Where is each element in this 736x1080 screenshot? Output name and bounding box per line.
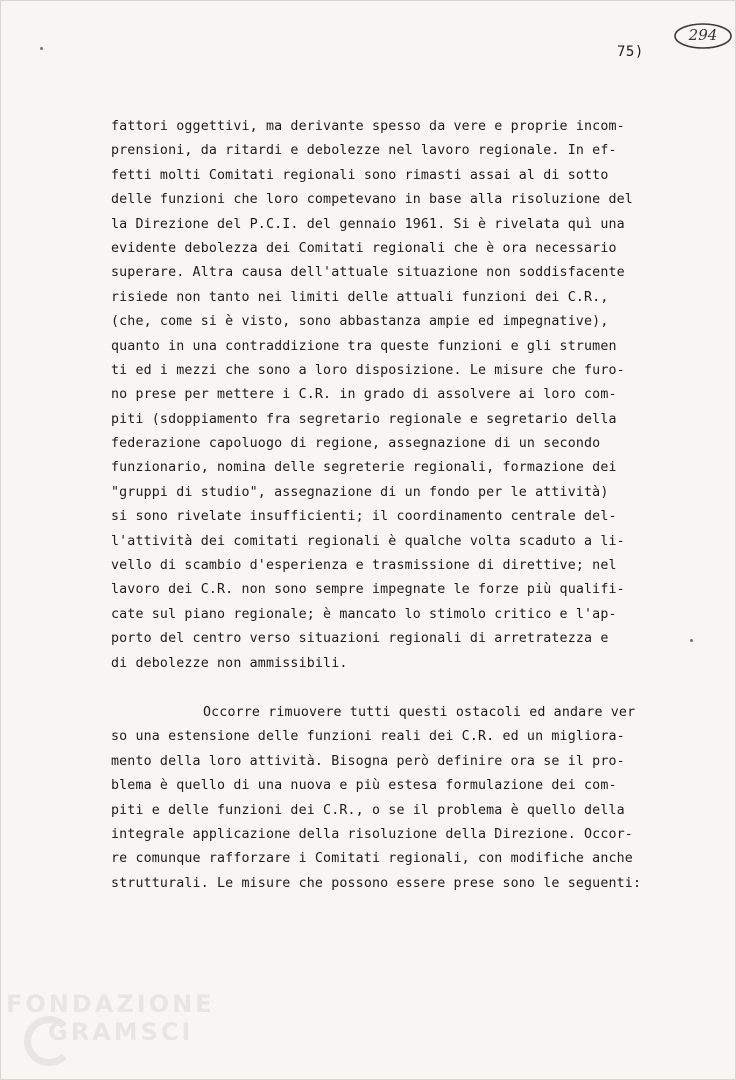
text-line: vello di scambio d'esperienza e trasmissione di direttive; nel [111, 558, 617, 574]
text-line: cate sul piano regionale; è mancato lo stimolo critico e l'ap- [111, 606, 617, 622]
text-line: "gruppi di studio", assegnazione di un fondo per le attività) [111, 484, 609, 500]
text-line: strutturali. Le misure che possono essere prese sono le seguenti: [111, 875, 642, 891]
text-line: si sono rivelate insufficienti; il coordinamento centrale del- [111, 509, 617, 525]
watermark-line: GRAMSCI [48, 1018, 194, 1046]
text-line: Occorre rimuovere tutti questi ostacoli ed andare ver [203, 704, 636, 720]
text-line: (che, come si è visto, sono abbastanza ampie ed impegnative), [111, 314, 609, 330]
text-line: funzionario, nomina delle segreterie regionali, formazione dei [111, 460, 617, 476]
text-line: fattori oggettivi, ma derivante spesso da vere e proprie incom- [111, 119, 625, 134]
text-line: ti ed i mezzi che sono a loro disposizione. Le misure che furo- [111, 362, 625, 378]
watermark-g-icon [24, 1016, 74, 1066]
page-number: 75) [617, 44, 644, 60]
text-line: re comunque rafforzare i Comitati regionali, con modifiche anche [111, 851, 633, 867]
paragraph-2 [111, 701, 691, 896]
text-line: quanto in una contraddizione tra queste funzioni e gli strumen [111, 338, 617, 354]
body-text [111, 115, 691, 896]
text-line: federazione capoluogo di regione, assegnazione di un secondo [111, 436, 601, 452]
text-line: no prese per mettere i C.R. in grado di assolvere ai loro com- [111, 387, 617, 403]
paragraph-1 [111, 115, 691, 676]
text-line: piti e delle funzioni dei C.R., o se il problema è quello della [111, 802, 625, 818]
paper-speck [40, 47, 43, 50]
stamp-number: 294 [688, 26, 718, 44]
text-line: di debolezze non ammissibili. [111, 655, 348, 671]
text-line: superare. Altra causa dell'attuale situazione non soddisfacente [111, 265, 625, 281]
text-line: la Direzione del P.C.I. del gennaio 1961. Si è rivelata quì una [111, 216, 625, 232]
paragraph-spacer [111, 676, 691, 701]
text-line: lavoro dei C.R. non sono sempre impegnate le forze più qualifi- [111, 582, 625, 598]
watermark-logo [6, 990, 215, 1076]
text-line: prensioni, da ritardi e debolezze nel lavoro regionale. In ef- [111, 143, 617, 159]
text-line: integrale applicazione della risoluzione della Direzione. Occor- [111, 826, 633, 842]
text-line: evidente debolezza dei Comitati regionali che è ora necessario [111, 240, 617, 256]
text-line: piti (sdoppiamento fra segretario regionale e segretario della [111, 411, 617, 427]
watermark-line: FONDAZIONE [6, 990, 215, 1018]
text-line: so una estensione delle funzioni reali dei C.R. ed un migliora- [111, 729, 625, 745]
archive-stamp [672, 21, 734, 51]
text-line: risiede non tanto nei limiti delle attuali funzioni dei C.R., [111, 289, 609, 305]
text-line: l'attività dei comitati regionali è qualche volta scaduto a li- [111, 533, 625, 549]
paper-speck [690, 639, 693, 642]
text-line: fetti molti Comitati regionali sono rimasti assai al di sotto [111, 167, 609, 183]
text-line: mento della loro attività. Bisogna però definire ora se il pro- [111, 753, 625, 769]
text-line: porto del centro verso situazioni regionali di arretratezza e [111, 631, 609, 647]
text-line: blema è quello di una nuova e più estesa formulazione dei com- [111, 778, 617, 794]
text-line: delle funzioni che loro competevano in base alla risoluzione del [111, 192, 633, 208]
